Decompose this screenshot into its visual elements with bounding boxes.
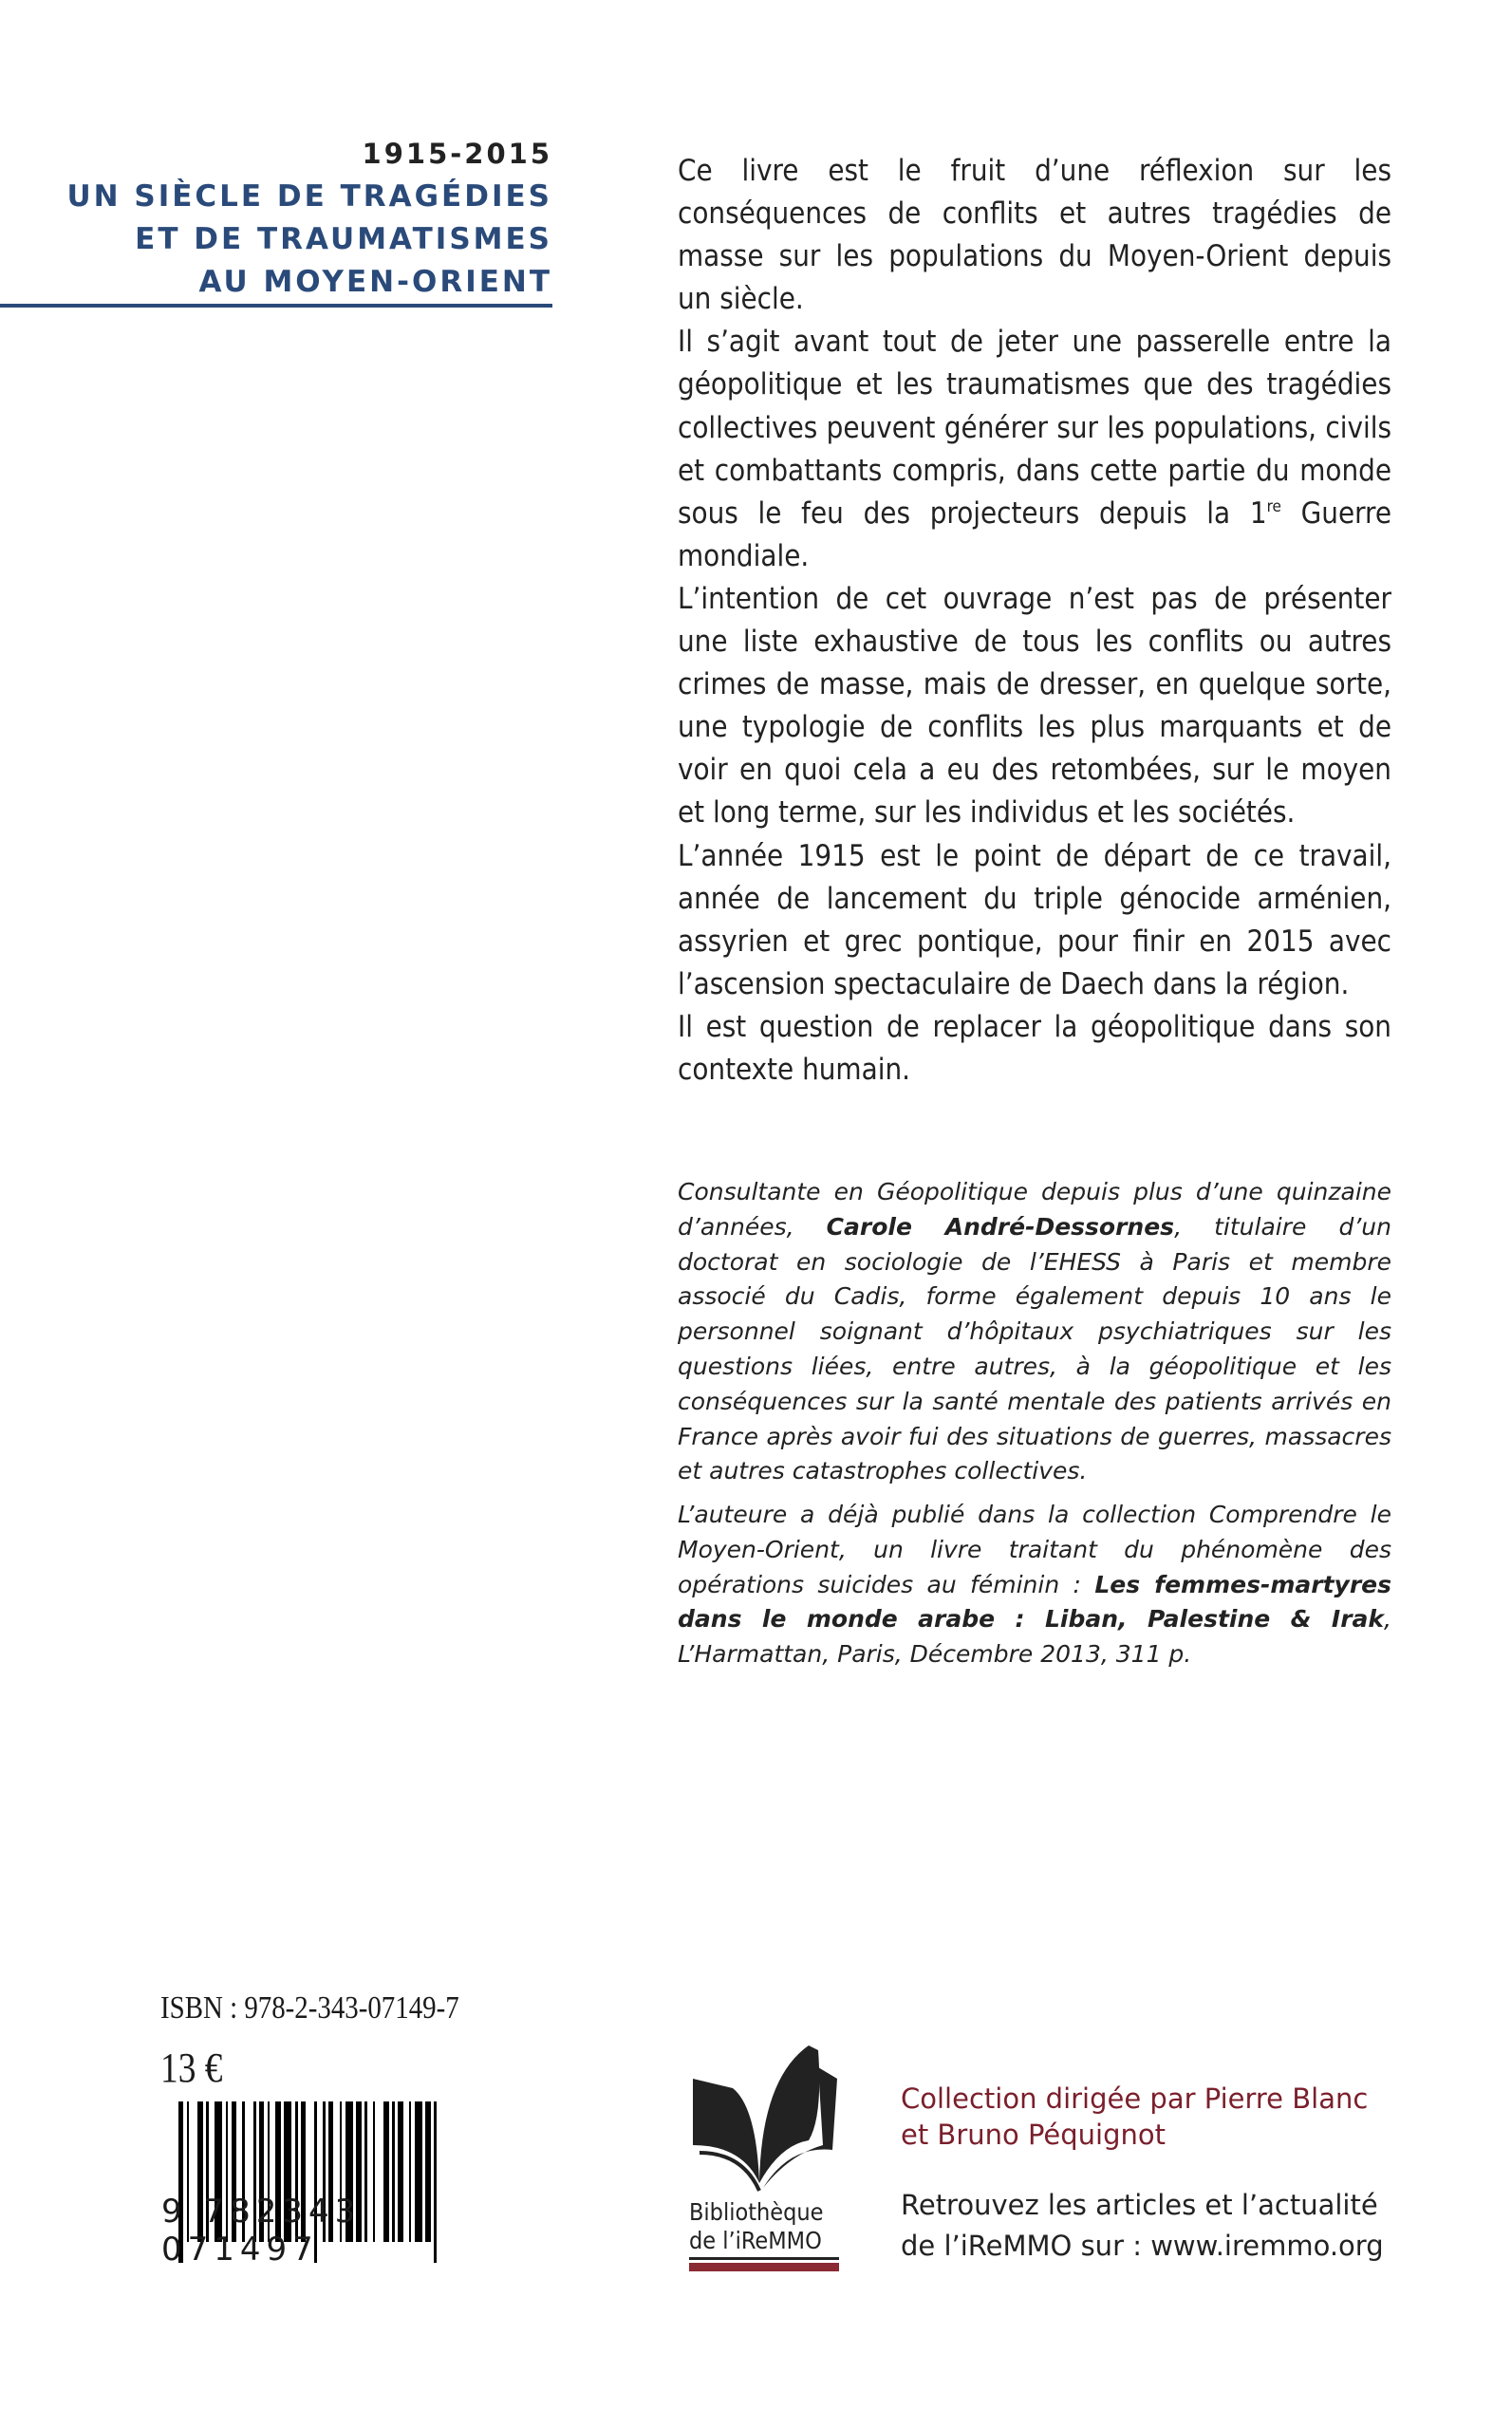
- summary-paragraph-5: Il est question de replacer la géopolitique dans son contexte humain.: [678, 1009, 1391, 1087]
- summary-p2-text: Il s’agit avant tout de jeter une passerelle entre la géopolitique et les traumatismes que des tragédies collectives peuvent générer sur les populations, civils et combattants compris, dans cette partie du monde sous le feu des projecteurs depuis la: [678, 325, 1391, 531]
- barcode-digits: 9 782343 071497: [161, 2193, 362, 2269]
- title-line-2: ET DE TRAUMATISMES: [135, 222, 552, 256]
- title-line-3: AU MOYEN-ORIENT: [198, 265, 552, 299]
- title-underline: [0, 304, 552, 308]
- collection-directors: [901, 2081, 1368, 2153]
- collection-line-1: Collection dirigée par Pierre Blanc: [901, 2082, 1369, 2115]
- website-line-1: Retrouvez les articles et l’actualité: [901, 2189, 1378, 2221]
- isbn: ISBN : 978-2-343-07149-7: [160, 1990, 459, 2026]
- summary-p2-end: Guerre mondiale.: [678, 495, 1391, 573]
- logo-line-2: de l’iReMMO: [689, 2227, 822, 2254]
- summary-paragraph-3: L’intention de cet ouvrage n’est pas de présenter une liste exhaustive de tous les conflits ou autres crimes de masse, mais de dresser, en quelque sorte, une typologie de conflits les plus marquants et de voir en quoi cela a eu des retombées, sur le moyen et long terme, sur les individus et les sociétés.: [678, 581, 1391, 831]
- ordinal-suffix: re: [1266, 496, 1281, 516]
- logo-text: [689, 2198, 824, 2255]
- previous-publication: [678, 1498, 1391, 1672]
- logo-rule-dark: [689, 2257, 839, 2260]
- summary-paragraph-1: Ce livre est le fruit d’une réflexion sur les conséquences de conflits et autres tragédies de masse sur les populations du Moyen-Orient depuis un siècle.: [678, 154, 1391, 317]
- barcode: [161, 2101, 528, 2269]
- collection-line-2: et Bruno Péquignot: [901, 2119, 1167, 2151]
- website-notice: [901, 2185, 1384, 2267]
- website-line-2: de l’iReMMO sur : www.iremmo.org: [901, 2230, 1384, 2262]
- bio-text-end: , titulaire d’un doctorat en sociologie de l’EHESS à Paris et membre associé du Cadis, forme également depuis 10 ans le personnel soignant d’hôpitaux psychiatriques sur les questions liées, entre autres, à la géopolitique et les conséquences sur la santé mentale des patients arrivés en France après avoir fui des situations de guerres, massacres et autres catastrophes collectives.: [678, 1212, 1391, 1485]
- previous-text: L’auteure a déjà publié dans la collection Comprendre le Moyen-Orient, un livre traitant du phénomène des opérations suicides au féminin :: [678, 1501, 1391, 1598]
- summary-text: [678, 150, 1391, 1092]
- previous-text-end: , L’Harmattan, Paris, Décembre 2013, 311 p.: [678, 1605, 1391, 1669]
- bio-text: Consultante en Géopolitique depuis plus d’une quinzaine d’années,: [678, 1178, 1391, 1241]
- author-bio: [678, 1175, 1391, 1489]
- iremmo-logo: [685, 2041, 847, 2259]
- author-name: Carole André-Dessornes: [826, 1212, 1175, 1241]
- open-book-icon: [685, 2041, 847, 2197]
- title-line-1: UN SIÈCLE DE TRAGÉDIES: [66, 179, 552, 214]
- title-years: 1915-2015: [362, 138, 552, 170]
- summary-paragraph-2: [678, 321, 1391, 578]
- book-title-block: [66, 133, 552, 304]
- ordinal-number: 1: [1249, 495, 1267, 531]
- price: 13 €: [160, 2045, 223, 2091]
- summary-paragraph-4: L’année 1915 est le point de départ de ce travail, année de lancement du triple génocide arménien, assyrien et grec pontique, pour finir en 2015 avec l’ascension spectaculaire de Daech dans la région.: [678, 838, 1391, 1001]
- logo-rule-red: [689, 2263, 839, 2271]
- previous-book-title: Les femmes-martyres dans le monde arabe : Liban, Palestine & Irak: [678, 1570, 1391, 1634]
- logo-line-1: Bibliothèque: [689, 2198, 824, 2226]
